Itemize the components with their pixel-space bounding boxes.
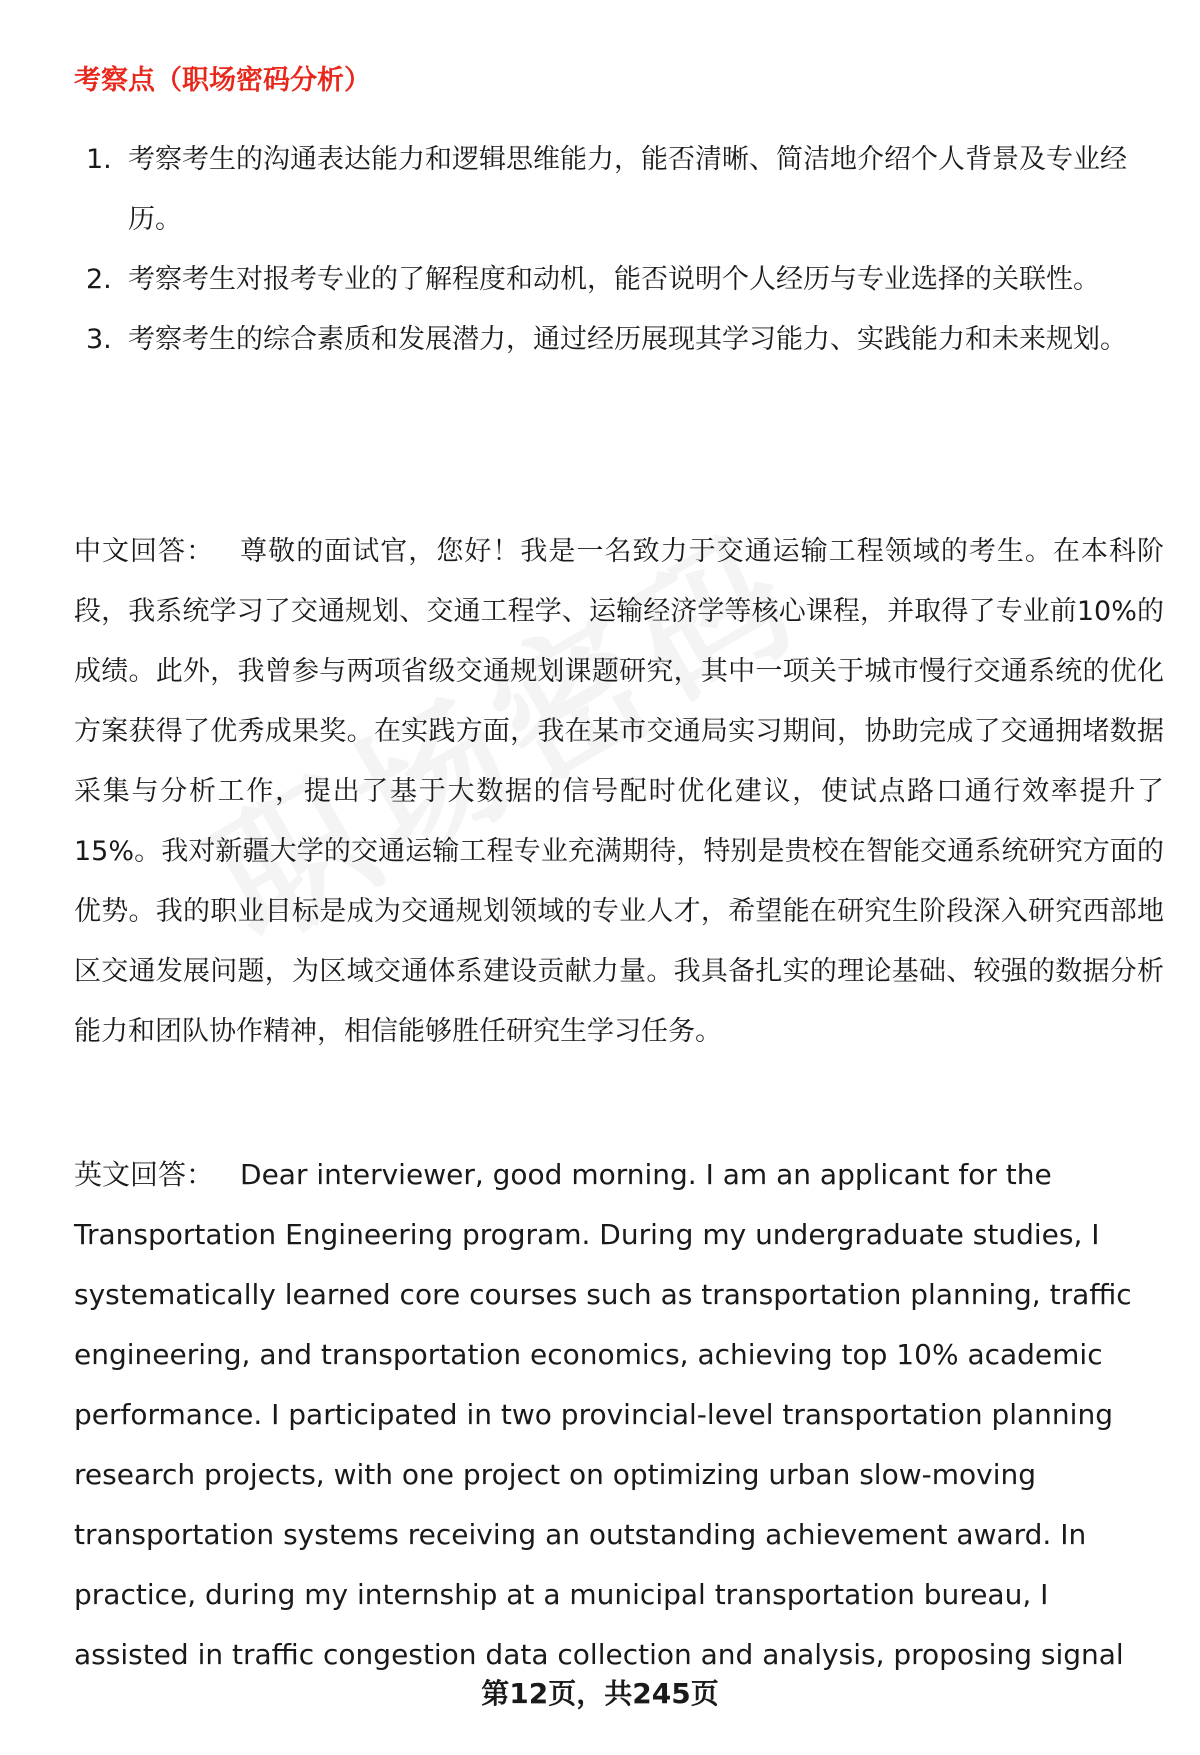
section-heading: 考察点（职场密码分析） bbox=[74, 65, 371, 96]
english-answer-paragraph bbox=[74, 1145, 1164, 1685]
chinese-answer-text: 尊敬的面试官，您好！我是一名致力于交通运输工程领域的考生。在本科阶段，我系统学习了交通规划、交通工程学、运输经济学等核心课程，并取得了专业前10%的成绩。此外，我曾参与两项省级交通规划课题研究，其中一项关于城市慢行交通系统的优化方案获得了优秀成果奖。在实践方面，我在某市交通局实习期间，协助完成了交通拥堵数据采集与分析工作，提出了基于大数据的信号配时优化建议，使试点路口通行效率提升了15%。我对新疆大学的交通运输工程专业充满期待，特别是贵校在智能交通系统研究方面的优势。我的职业目标是成为交通规划领域的专业人才，希望能在研究生阶段深入研究西部地区交通发展问题，为区域交通体系建设贡献力量。我具备扎实的理论基础、较强的数据分析能力和团队协作精神，相信能够胜任研究生学习任务。 bbox=[74, 536, 1165, 1047]
chinese-answer-label: 中文回答： bbox=[74, 536, 215, 567]
list-item-text: 考察考生的沟通表达能力和逻辑思维能力，能否清晰、简洁地介绍个人背景及专业经历。 bbox=[128, 144, 1127, 235]
list-item bbox=[74, 130, 1154, 250]
chinese-answer-paragraph bbox=[74, 522, 1164, 1062]
list-item bbox=[74, 250, 1154, 310]
english-answer-text: Dear interviewer, good morning. I am an applicant for the Transportation Engineering program. During my undergraduate studies, I systematically learned core courses such as transportation planning, traffic engineering, and transportation economics, achieving top 10% academic performance. I participated in two provincial-level transportation planning research projects, with one project on optimizing urban slow-moving transportation systems receiving an outstanding achievement award. In practice, during my internship at a municipal transportation bureau, I assisted in traffic congestion data collection and analysis, proposing signal bbox=[74, 1158, 1132, 1671]
list-item-number: 2. bbox=[86, 264, 112, 295]
list-item bbox=[74, 310, 1154, 370]
english-answer-label: 英文回答： bbox=[74, 1158, 215, 1191]
page-number-footer: 第12页，共245页 bbox=[481, 1677, 719, 1710]
assessment-points-list bbox=[74, 130, 1154, 370]
list-item-number: 1. bbox=[86, 144, 112, 175]
list-item-number: 3. bbox=[86, 324, 112, 355]
list-item-text: 考察考生的综合素质和发展潜力，通过经历展现其学习能力、实践能力和未来规划。 bbox=[128, 324, 1127, 355]
list-item-text: 考察考生对报考专业的了解程度和动机，能否说明个人经历与专业选择的关联性。 bbox=[128, 264, 1100, 295]
